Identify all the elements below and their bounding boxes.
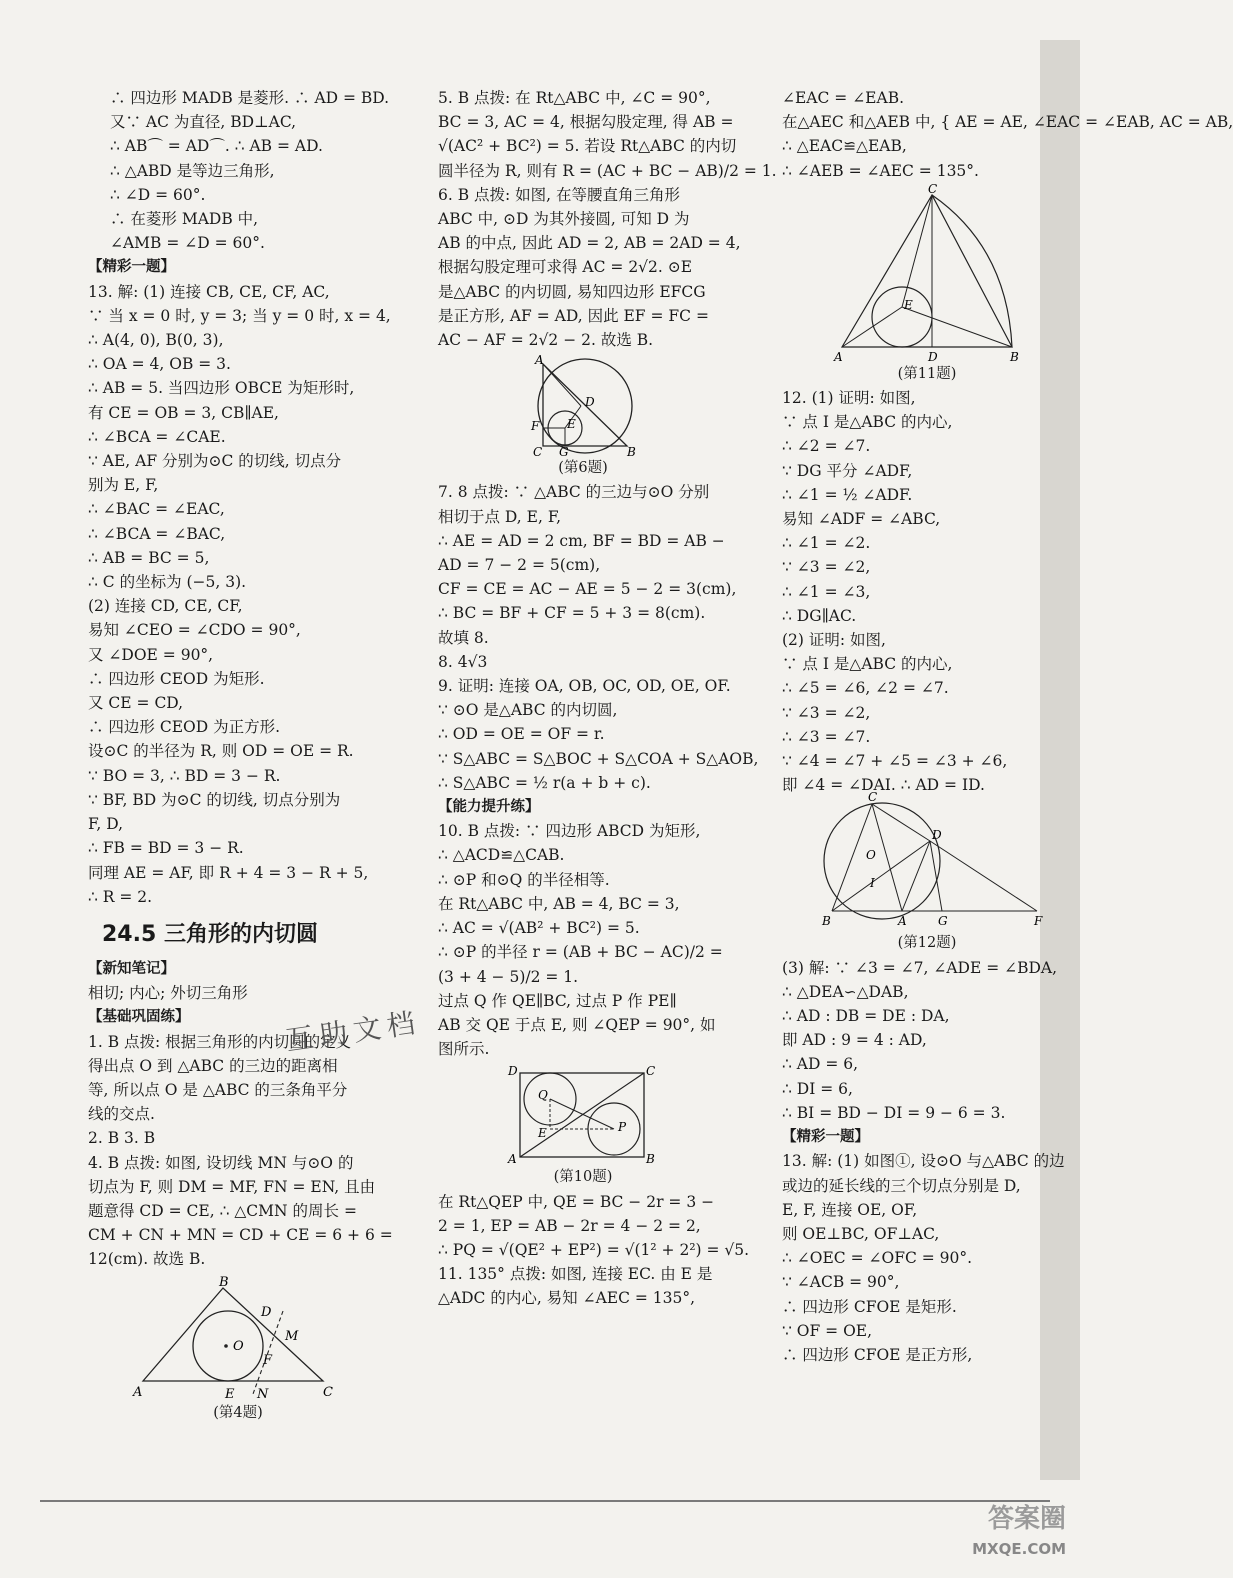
text-line: ∴ ∠OEC = ∠OFC = 90°. (782, 1249, 973, 1268)
text-line: 5. B 点拨: 在 Rt△ABC 中, ∠C = 90°, (438, 89, 711, 107)
text-line: ∴ ∠3 = ∠7. (782, 727, 871, 746)
text-line: ∴ DI = 6, (782, 1079, 853, 1098)
text-line: 又 ∠DOE = 90°, (88, 645, 214, 664)
text-line: ∴ OA = 4, OB = 3. (88, 355, 231, 374)
text-line: ∴ AB = 5. 当四边形 OBCE 为矩形时, (88, 379, 355, 398)
text-line: 是正方形, AF = AD, 因此 EF = FC = (438, 306, 709, 325)
text-line: AB 交 QE 于点 E, 则 ∠QEP = 90°, 如 (438, 1015, 716, 1034)
text-line: ∵ ∠3 = ∠2, (782, 558, 871, 577)
fig4-label: A (133, 1384, 143, 1400)
text-line: ∴ 在菱形 MADB 中, (110, 210, 259, 229)
text-line: ∴ 四边形 CEOD 为矩形. (88, 669, 265, 688)
text-line: ∵ ∠ACB = 90°, (782, 1273, 900, 1292)
watermark (972, 1504, 1066, 1564)
text-line: ∵ BF, BD 为⊙C 的切线, 切点分别为 (88, 790, 341, 809)
text-line: ∵ 当 x = 0 时, y = 3; 当 y = 0 时, x = 4, (88, 306, 391, 325)
text-line: ∴ ∠BCA = ∠BAC, (88, 524, 226, 543)
text-line: BC = 3, AC = 4, 根据勾股定理, 得 AB = (438, 113, 734, 132)
fig10-label: B (646, 1152, 655, 1167)
text-line: 又 CE = CD, (88, 694, 184, 713)
text-line: ∴ ∠D = 60°. (110, 185, 206, 204)
text-line: ∵ 点 I 是△ABC 的内心, (782, 655, 953, 674)
figure-11 (832, 181, 1022, 364)
fig6-label: F (531, 419, 540, 434)
text-line: (3) 解: ∵ ∠3 = ∠7, ∠ADE = ∠BDA, (782, 958, 1058, 977)
text-line: 6. B 点拨: 如图, 在等腰直角三角形 (438, 185, 681, 204)
text-line: 别为 E, F, (88, 476, 159, 495)
text-line: 13. 解: (1) 连接 CB, CE, CF, AC, (88, 282, 330, 301)
text-line: 2. B 3. B (88, 1129, 156, 1148)
text-line: 设⊙C 的半径为 R, 则 OD = OE = R. (88, 742, 354, 761)
fig10-label: D (508, 1064, 518, 1079)
text-line: ∴ AE = AD = 2 cm, BF = BD = AB − (438, 531, 725, 550)
text-line: AD = 7 − 2 = 5(cm), (438, 556, 601, 575)
text-line: ∠AMB = ∠D = 60°. (110, 234, 265, 253)
text-line: 13. 解: (1) 如图①, 设⊙O 与△ABC 的边 (782, 1152, 1065, 1171)
text-line: 根据勾股定理可求得 AC = 2√2. ⊙E (438, 258, 693, 277)
text-line: ∴ FB = BD = 3 − R. (88, 839, 244, 858)
text-line: 2 = 1, EP = AB − 2r = 4 − 2 = 2, (438, 1216, 701, 1235)
column-right (782, 86, 1233, 1367)
text-line: ∴ AB = BC = 5, (88, 548, 210, 567)
column-middle (438, 86, 777, 1311)
fig12-label: B (822, 914, 831, 929)
text-line: ∵ ⊙O 是△ABC 的内切圆, (438, 701, 618, 720)
text-line: ∴ AB⌒ = AD⌒. ∴ AB = AD. (110, 137, 323, 156)
text-line: ∴ AD : DB = DE : DA, (782, 1007, 950, 1026)
fig12-label: C (868, 790, 878, 805)
text-line: 在△AEC 和△AEB 中, { AE = AE, ∠EAC = ∠EAB, AC = AB, (782, 113, 1233, 132)
text-line: ∴ C 的坐标为 (−5, 3). (88, 573, 247, 592)
text-line: AC − AF = 2√2 − 2. 故选 B. (438, 331, 654, 350)
text-line: 又∵ AC 为直径, BD⊥AC, (110, 113, 297, 132)
text-line: 线的交点. (88, 1105, 155, 1124)
text-line: 有 CE = OB = 3, CB∥AE, (88, 403, 279, 422)
text-line: ∴ PQ = √(QE² + EP²) = √(1² + 2²) = √5. (438, 1240, 750, 1259)
text-line: ∴ R = 2. (88, 887, 153, 906)
text-line: 12(cm). 故选 B. (88, 1250, 206, 1269)
text-line: ∴ 四边形 CFOE 是正方形, (782, 1345, 973, 1364)
figure-6-caption: (第6题) (558, 460, 608, 477)
fig6-label: A (535, 353, 544, 368)
text-line: ∵ 点 I 是△ABC 的内心, (782, 413, 953, 432)
text-line: △ADC 的内心, 易知 ∠AEC = 135°, (438, 1289, 696, 1308)
fig6-label: E (567, 417, 576, 432)
figure-4 (133, 1276, 343, 1401)
text-line: 同理 AE = AF, 即 R + 4 = 3 − R + 5, (88, 863, 369, 882)
fig4-label: N (257, 1386, 269, 1402)
text-line: ∴ AC = √(AB² + BC²) = 5. (438, 919, 640, 938)
text-line: ∴ ∠1 = ½ ∠ADF. (782, 485, 913, 504)
column-left (88, 86, 393, 1425)
text-line: 1. B 点拨: 根据三角形的内切圆的定义 (88, 1032, 352, 1051)
text-line: 圆半径为 R, 则有 R = (AC + BC − AB)/2 = 1. (438, 161, 777, 180)
text-line: 等, 所以点 O 是 △ABC 的三条角平分 (88, 1080, 348, 1099)
text-line: 得出点 O 到 △ABC 的三边的距离相 (88, 1056, 338, 1075)
fig11-label: B (1010, 349, 1019, 364)
section-header-jingcai-2: 【精彩一题】 (782, 1129, 869, 1146)
text-line: 12. (1) 证明: 如图, (782, 389, 916, 408)
section-header-xinzhi: 【新知笔记】 (88, 960, 175, 977)
section-header-jingcai: 【精彩一题】 (88, 259, 175, 276)
figure-4-caption: (第4题) (213, 1404, 263, 1421)
text-line: 则 OE⊥BC, OF⊥AC, (782, 1224, 940, 1243)
text-line: ∴ △DEA∽△DAB, (782, 982, 909, 1001)
text-line: 故填 8. (438, 628, 489, 647)
text-line: ∴ A(4, 0), B(0, 3), (88, 331, 224, 350)
text-line: 易知 ∠CEO = ∠CDO = 90°, (88, 621, 301, 640)
fig4-label: D (261, 1304, 272, 1320)
text-line: 在 Rt△ABC 中, AB = 4, BC = 3, (438, 894, 680, 913)
text-line: ∴ BC = BF + CF = 5 + 3 = 8(cm). (438, 604, 706, 623)
page-bottom-rule (40, 1500, 1050, 1502)
text-line: ∴ ⊙P 的半径 r = (AB + BC − AC)/2 = (438, 943, 723, 962)
text-line: 是△ABC 的内切圆, 易知四边形 EFCG (438, 282, 706, 301)
fig4-label: C (323, 1384, 333, 1400)
fig10-label: E (538, 1126, 547, 1141)
text-line: ∵ OF = OE, (782, 1321, 873, 1340)
text-line: AB 的中点, 因此 AD = 2, AB = 2AD = 4, (438, 234, 741, 253)
fig12-label: A (898, 914, 907, 929)
fig4-label: M (285, 1328, 299, 1344)
text-line: 在 Rt△QEP 中, QE = BC − 2r = 3 − (438, 1192, 715, 1211)
text-line: ∠EAC = ∠EAB. (782, 89, 905, 107)
text-line: ∴ 四边形 CEOD 为正方形. (88, 718, 281, 737)
watermark-main: 答案圈 (987, 1504, 1066, 1534)
text-line: (3 + 4 − 5)/2 = 1. (438, 967, 579, 986)
section-header-nengli: 【能力提升练】 (438, 799, 540, 816)
text-line: 7. 8 点拨: ∵ △ABC 的三边与⊙O 分别 (438, 483, 710, 502)
text-line: CF = CE = AC − AE = 5 − 2 = 3(cm), (438, 580, 737, 599)
text-line: ∵ ∠4 = ∠7 + ∠5 = ∠3 + ∠6, (782, 752, 1008, 771)
fig12-label: G (938, 914, 948, 929)
fig10-label: Q (538, 1088, 548, 1103)
fig11-label: E (904, 297, 913, 312)
fig6-label: B (627, 445, 636, 460)
text-line: ∴ ∠AEB = ∠AEC = 135°. (782, 161, 979, 180)
xinzhi-text: 相切; 内心; 外切三角形 (88, 984, 248, 1003)
fig11-label: D (928, 349, 938, 364)
text-line: 相切于点 D, E, F, (438, 507, 562, 526)
text-line: 4. B 点拨: 如图, 设切线 MN 与⊙O 的 (88, 1153, 354, 1172)
text-line: ∴ △ACD≌△CAB. (438, 846, 565, 865)
handwritten-note: 互助文档 (283, 1005, 423, 1058)
text-line: ∴ ⊙P 和⊙Q 的半径相等. (438, 870, 610, 889)
text-line: F, D, (88, 815, 123, 834)
fig10-label: P (618, 1120, 627, 1135)
text-line: ∴ DG∥AC. (782, 606, 857, 625)
text-line: (2) 连接 CD, CE, CF, (88, 597, 243, 616)
fig12-label: I (870, 876, 875, 891)
text-line: ∴ ∠1 = ∠3, (782, 582, 871, 601)
text-line: √(AC² + BC²) = 5. 若设 Rt△ABC 的内切 (438, 137, 737, 156)
text-line: ∵ ∠3 = ∠2, (782, 703, 871, 722)
text-line: ∴ 四边形 CFOE 是矩形. (782, 1297, 957, 1316)
text-line: 9. 证明: 连接 OA, OB, OC, OD, OE, OF. (438, 677, 731, 696)
fig4-label: F (263, 1352, 273, 1368)
text-line: ∴ △ABD 是等边三角形, (110, 161, 275, 180)
fig6-label: D (585, 395, 595, 410)
text-line: ∴ ∠BAC = ∠EAC, (88, 500, 225, 519)
text-line: ∴ 四边形 MADB 是菱形. ∴ AD = BD. (110, 89, 390, 107)
text-line: 图所示. (438, 1040, 490, 1059)
text-line: (2) 证明: 如图, (782, 631, 886, 650)
text-line: ABC 中, ⊙D 为其外接圆, 可知 D 为 (438, 210, 690, 229)
figure-6 (523, 353, 643, 460)
text-line: ∴ S△ABC = ½ r(a + b + c). (438, 773, 651, 792)
text-line: 切点为 F, 则 DM = MF, FN = EN, 且由 (88, 1177, 376, 1196)
text-line: ∴ AD = 6, (782, 1055, 859, 1074)
figure-11-caption: (第11题) (897, 365, 957, 382)
text-line: 即 AD : 9 = 4 : AD, (782, 1031, 927, 1050)
text-line: ∵ BO = 3, ∴ BD = 3 − R. (88, 766, 281, 785)
fig6-label: G (559, 445, 569, 460)
fig11-label: A (834, 349, 843, 364)
figure-12 (812, 790, 1043, 931)
text-line: ∴ ∠1 = ∠2. (782, 534, 871, 553)
watermark-site: MXQE.COM (972, 1540, 1066, 1558)
text-line: ∴ △EAC≌△EAB, (782, 137, 907, 156)
fig12-label: D (932, 828, 942, 843)
text-line: 8. 4√3 (438, 652, 488, 671)
section-title: 24.5 三角形的内切圆 (102, 921, 318, 947)
text-line: ∵ DG 平分 ∠ADF, (782, 461, 913, 480)
figure-12-caption: (第12题) (897, 935, 957, 952)
fig11-label: C (928, 181, 938, 196)
fig4-label: O (233, 1338, 244, 1354)
text-line: 过点 Q 作 QE∥BC, 过点 P 作 PE∥ (438, 991, 677, 1010)
fig10-label: C (646, 1064, 656, 1079)
figure-10 (508, 1065, 658, 1165)
text-line: ∵ S△ABC = S△BOC + S△COA + S△AOB, (438, 749, 759, 768)
fig4-label: E (225, 1386, 235, 1402)
text-line: CM + CN + MN = CD + CE = 6 + 6 = (88, 1226, 393, 1245)
fig12-label: O (866, 848, 876, 863)
text-line: ∴ BI = BD − DI = 9 − 6 = 3. (782, 1103, 1006, 1122)
text-line: 10. B 点拨: ∵ 四边形 ABCD 为矩形, (438, 822, 701, 841)
text-line: ∴ ∠2 = ∠7. (782, 437, 871, 456)
text-line: ∵ AE, AF 分别为⊙C 的切线, 切点分 (88, 452, 342, 471)
text-line: 即 ∠4 = ∠DAI. ∴ AD = ID. (782, 776, 985, 795)
figure-10-caption: (第10题) (553, 1169, 613, 1186)
text-line: 11. 135° 点拨: 如图, 连接 EC. 由 E 是 (438, 1265, 713, 1284)
text-line: E, F, 连接 OE, OF, (782, 1200, 918, 1219)
fig4-label: B (219, 1274, 229, 1290)
fig12-label: F (1034, 914, 1043, 929)
text-line: ∴ OD = OE = OF = r. (438, 725, 605, 744)
text-line: ∴ ∠BCA = ∠CAE. (88, 427, 226, 446)
section-header-jichu: 【基础巩固练】 (88, 1009, 190, 1026)
text-line: ∴ ∠5 = ∠6, ∠2 = ∠7. (782, 679, 949, 698)
text-line: 或边的延长线的三个切点分别是 D, (782, 1176, 1021, 1195)
text-line: 易知 ∠ADF = ∠ABC, (782, 510, 941, 529)
fig6-label: C (533, 445, 543, 460)
text-line: 题意得 CD = CE, ∴ △CMN 的周长 = (88, 1201, 357, 1220)
fig10-label: A (508, 1152, 517, 1167)
